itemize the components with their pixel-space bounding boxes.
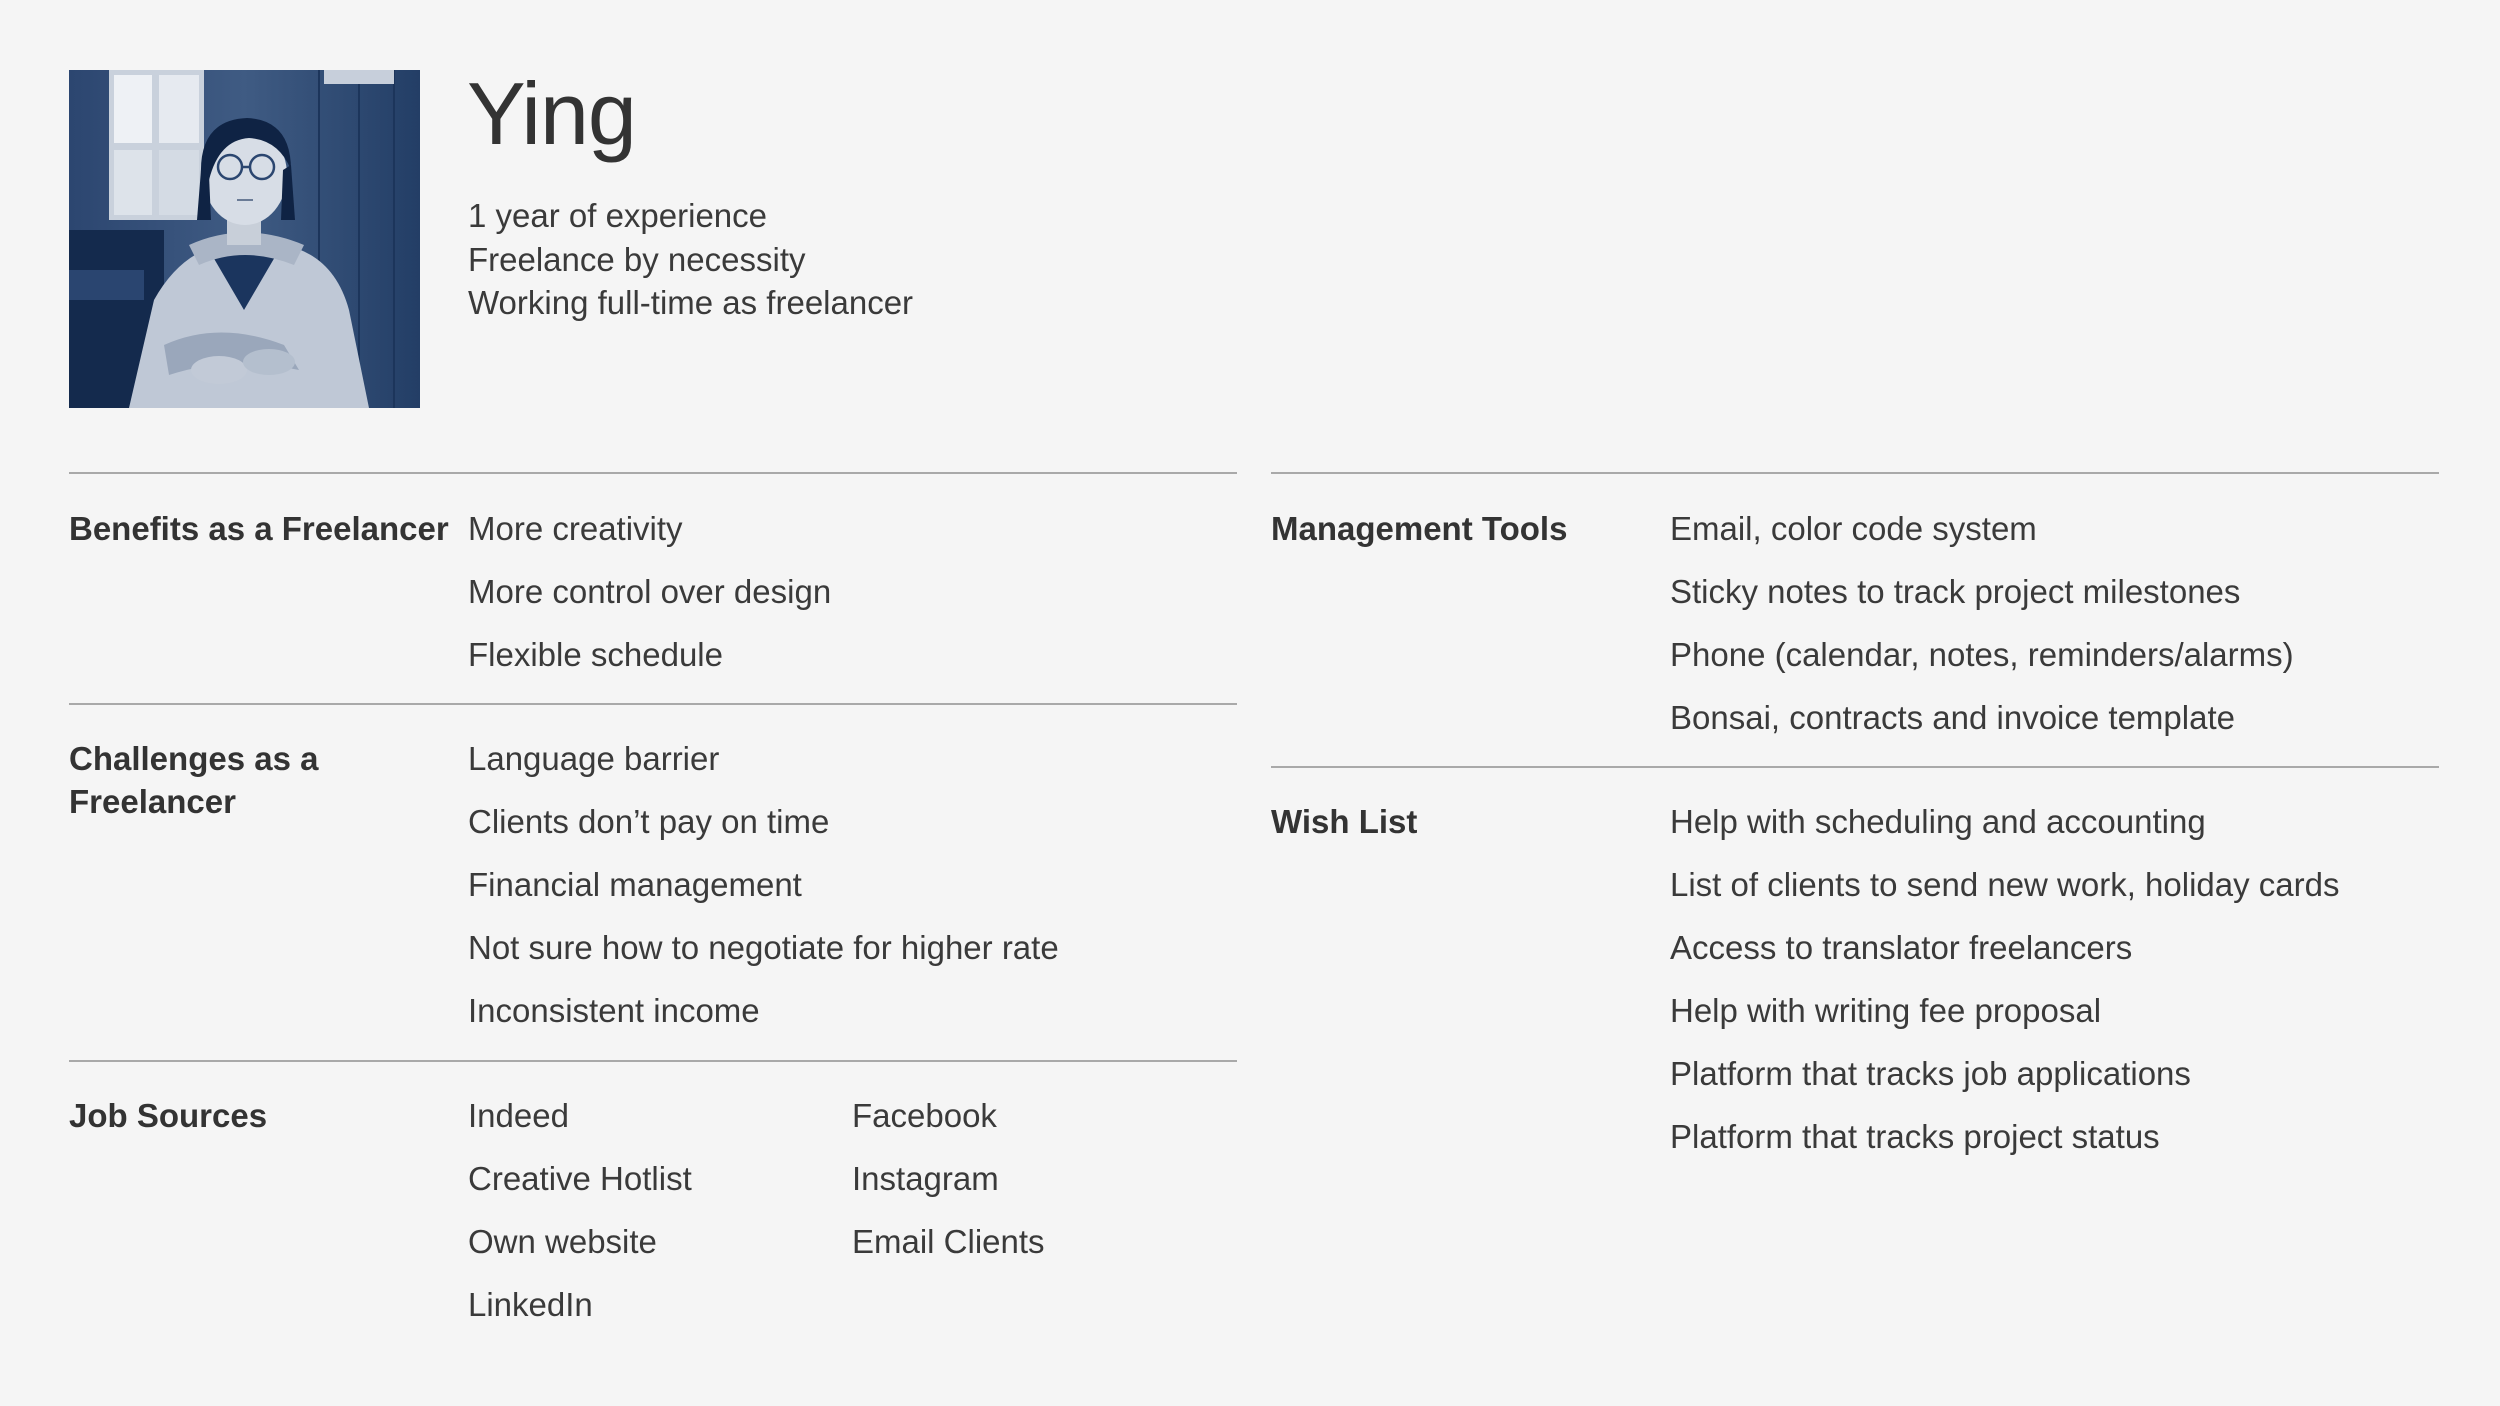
section-label-management-tools: Management Tools: [1271, 510, 1568, 547]
persona-facts: [468, 194, 913, 325]
list-item: List of clients to send new work, holiday cards: [1670, 866, 2340, 903]
divider: [69, 703, 1237, 705]
list-item: Flexible schedule: [468, 636, 723, 673]
section-label-challenges-line: Challenges as a: [69, 740, 319, 777]
divider: [69, 1060, 1237, 1062]
section-label-job-sources: Job Sources: [69, 1097, 268, 1134]
list-item: Facebook: [852, 1097, 997, 1134]
profile-photo: [69, 70, 420, 408]
challenges-list: [468, 727, 1059, 1042]
list-item: More control over design: [468, 573, 832, 610]
persona-fact: Freelance by necessity: [468, 240, 806, 278]
list-item: Indeed: [468, 1097, 569, 1134]
list-item: Email, color code system: [1670, 510, 2037, 547]
section-label-wish-list: Wish List: [1271, 803, 1418, 840]
persona-fact: Working full-time as freelancer: [468, 284, 914, 321]
persona-fact: 1 year of experience: [468, 197, 768, 234]
section-label-challenges-line: Freelancer: [69, 783, 236, 820]
list-item: Sticky notes to track project milestones: [1670, 573, 2241, 610]
divider: [1271, 766, 2439, 768]
list-item: Access to translator freelancers: [1670, 929, 2133, 966]
list-item: More creativity: [468, 510, 683, 547]
benefits-list: [468, 497, 831, 686]
list-item: Own website: [468, 1223, 657, 1260]
list-item: Financial management: [468, 866, 802, 903]
profile-photo-illustration: [69, 70, 420, 408]
list-item: Platform that tracks project status: [1670, 1118, 2160, 1155]
list-item: Bonsai, contracts and invoice template: [1670, 699, 2235, 736]
list-item: Inconsistent income: [468, 992, 760, 1029]
list-item: Clients don’t pay on time: [468, 803, 830, 840]
persona-name: Ying: [467, 64, 636, 163]
section-label-benefits: Benefits as a Freelancer: [69, 510, 449, 547]
list-item: Phone (calendar, notes, reminders/alarms): [1670, 636, 2294, 673]
list-item: Instagram: [852, 1160, 999, 1197]
list-item: Platform that tracks job applications: [1670, 1055, 2191, 1092]
list-item: Help with writing fee proposal: [1670, 992, 2102, 1029]
list-item: Creative Hotlist: [468, 1160, 692, 1197]
job-sources-list-col1: [468, 1084, 692, 1336]
list-item: LinkedIn: [468, 1286, 593, 1323]
wish-list: [1670, 790, 2340, 1168]
section-label-challenges: [69, 737, 318, 823]
divider: [1271, 472, 2439, 474]
divider: [69, 472, 1237, 474]
management-tools-list: [1670, 497, 2294, 749]
list-item: Email Clients: [852, 1223, 1045, 1260]
job-sources-list-col2: [852, 1084, 1045, 1273]
list-item: Not sure how to negotiate for higher rate: [468, 929, 1059, 966]
list-item: Help with scheduling and accounting: [1670, 803, 2206, 840]
list-item: Language barrier: [468, 740, 720, 777]
